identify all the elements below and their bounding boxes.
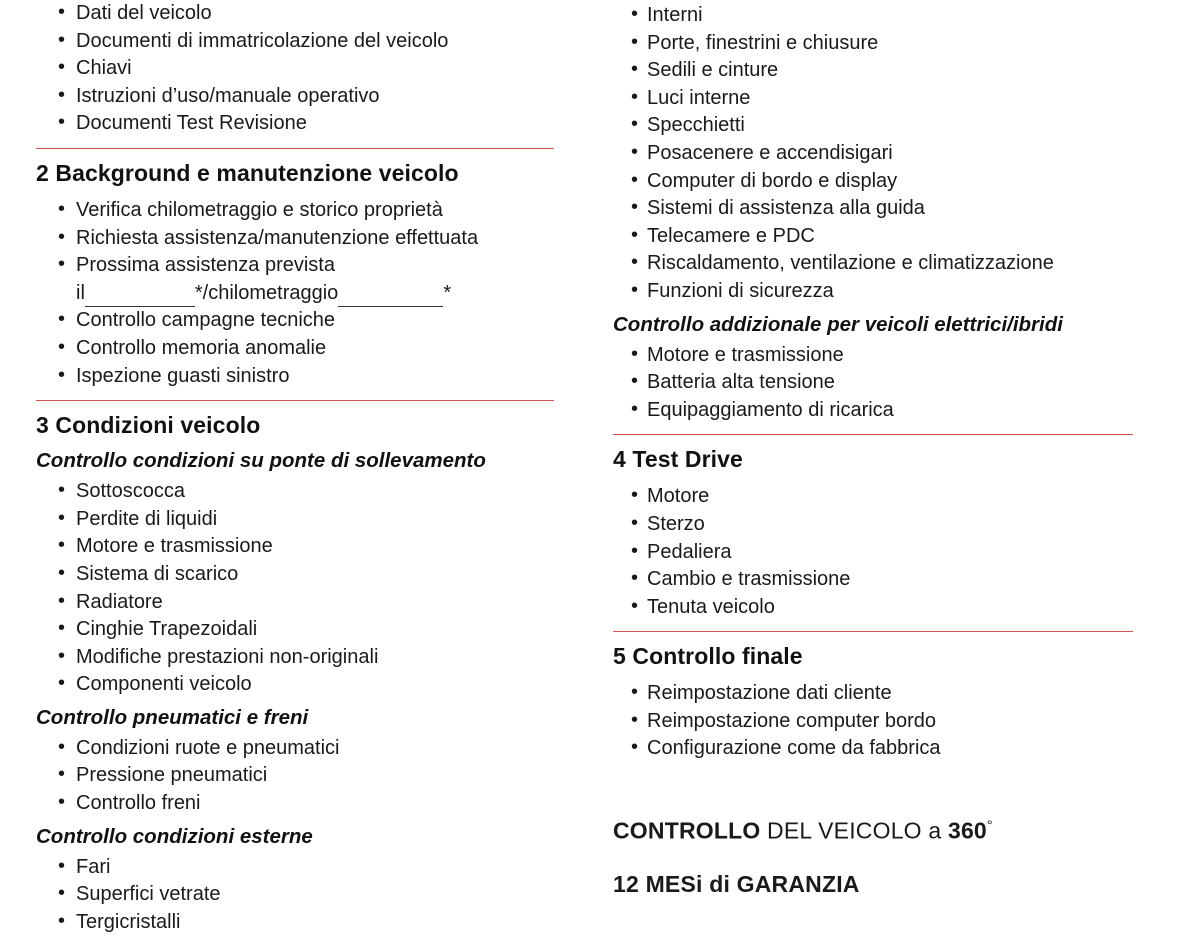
- list-item: • Controllo memoria anomalie: [28, 335, 565, 363]
- section-3-title: 3 Condizioni veicolo: [36, 412, 261, 439]
- list-item: • Condizioni ruote e pneumatici: [28, 735, 565, 763]
- list-item: • Prossima assistenza prevista: [28, 252, 565, 280]
- list-item: • Sterzo: [605, 511, 1160, 539]
- left-top-list: [28, 0, 565, 138]
- section-divider: [613, 631, 1133, 632]
- list-item: • Fari: [28, 854, 565, 882]
- section-5-title: 5 Controllo finale: [613, 643, 803, 670]
- list-item: • Funzioni di sicurezza: [605, 278, 1160, 306]
- list-item: • Sottoscocca: [28, 478, 565, 506]
- list-item: • Istruzioni d’uso/manuale operativo: [28, 83, 565, 111]
- subsection-exterior-title: Controllo condizioni esterne: [36, 824, 313, 848]
- list-item: • Posacenere e accendisigari: [605, 140, 1160, 168]
- subsection-exterior-list: [28, 854, 565, 936]
- subsection-tyres-brakes-title: Controllo pneumatici e freni: [36, 705, 309, 729]
- list-item: • Documenti di immatricolazione del veicolo: [28, 28, 565, 56]
- list-item: • Chiavi: [28, 55, 565, 83]
- list-item: • Modifiche prestazioni non-originali: [28, 644, 565, 672]
- list-item: • Cambio e trasmissione: [605, 566, 1160, 594]
- footer-block: [613, 817, 1160, 898]
- list-item: • Tergicristalli: [28, 909, 565, 936]
- fill-in-suffix: *: [443, 281, 452, 304]
- list-item: • Dati del veicolo: [28, 0, 565, 28]
- list-item: • Batteria alta tensione: [605, 369, 1160, 397]
- footer-control-mid: DEL VEICOLO a: [760, 817, 948, 844]
- subsection-lift-check-title: Controllo condizioni su ponte di sollevamento: [36, 449, 486, 473]
- list-item: • Reimpostazione computer bordo: [605, 708, 1160, 736]
- list-item: • Richiesta assistenza/manutenzione effettuata: [28, 225, 565, 253]
- section-divider: [613, 434, 1133, 435]
- list-item: • Superfici vetrate: [28, 881, 565, 909]
- list-item: • Cinghie Trapezoidali: [28, 616, 565, 644]
- list-item: • Computer di bordo e display: [605, 168, 1160, 196]
- subsection-electric-title: Controllo addizionale per veicoli elettrici/ibridi: [613, 312, 1063, 336]
- degree-icon: °: [986, 817, 993, 834]
- list-item: • Interni: [605, 2, 1160, 30]
- list-item: • Componenti veicolo: [28, 671, 565, 699]
- section-5-list: [605, 680, 1160, 763]
- list-item: • Documenti Test Revisione: [28, 110, 565, 138]
- section-divider: [36, 400, 554, 401]
- right-column: [585, 0, 1200, 900]
- footer-line-control: [613, 817, 1160, 845]
- list-item: • Equipaggiamento di ricarica: [605, 397, 1160, 425]
- list-item: • Riscaldamento, ventilazione e climatizzazione: [605, 250, 1160, 278]
- list-item: • Configurazione come da fabbrica: [605, 735, 1160, 763]
- list-item: • Controllo campagne tecniche: [28, 307, 565, 335]
- left-column: [0, 0, 585, 933]
- footer-control-number: 360: [947, 817, 987, 844]
- section-4-title: 4 Test Drive: [613, 446, 743, 473]
- subsection-lift-check-list: [28, 478, 565, 699]
- footer-line-warranty: 12 MESi di GARANZIA: [613, 870, 860, 897]
- fill-in-blank-date[interactable]: [85, 290, 195, 307]
- subsection-electric-list: [605, 342, 1160, 425]
- list-item: • Specchietti: [605, 112, 1160, 140]
- list-item: • Pedaliera: [605, 539, 1160, 567]
- list-item: • Controllo freni: [28, 790, 565, 818]
- section-4-list: [605, 483, 1160, 621]
- section-2-title: 2 Background e manutenzione veicolo: [36, 159, 459, 186]
- next-service-fill-in: [28, 280, 565, 308]
- right-top-list: [605, 2, 1160, 306]
- list-item: • Motore e trasmissione: [605, 342, 1160, 370]
- list-item: • Sistema di scarico: [28, 561, 565, 589]
- list-item: • Motore: [605, 483, 1160, 511]
- list-item: • Porte, finestrini e chiusure: [605, 30, 1160, 58]
- footer-control-bold: CONTROLLO: [613, 817, 761, 844]
- list-item: • Radiatore: [28, 589, 565, 617]
- list-item: • Reimpostazione dati cliente: [605, 680, 1160, 708]
- list-item: • Sedili e cinture: [605, 57, 1160, 85]
- list-item: • Motore e trasmissione: [28, 533, 565, 561]
- section-2-list: [28, 197, 565, 280]
- list-item: • Pressione pneumatici: [28, 762, 565, 790]
- section-2-list-after: [28, 307, 565, 390]
- section-divider: [36, 148, 554, 149]
- list-item: • Verifica chilometraggio e storico proprietà: [28, 197, 565, 225]
- list-item: • Perdite di liquidi: [28, 506, 565, 534]
- list-item: • Tenuta veicolo: [605, 594, 1160, 622]
- subsection-tyres-brakes-list: [28, 735, 565, 818]
- list-item: • Sistemi di assistenza alla guida: [605, 195, 1160, 223]
- fill-in-middle: */chilometraggio: [194, 281, 339, 304]
- list-item: • Luci interne: [605, 85, 1160, 113]
- list-item: • Telecamere e PDC: [605, 223, 1160, 251]
- fill-in-blank-mileage[interactable]: [338, 290, 443, 307]
- list-item: • Ispezione guasti sinistro: [28, 363, 565, 391]
- fill-in-prefix: il: [76, 281, 85, 304]
